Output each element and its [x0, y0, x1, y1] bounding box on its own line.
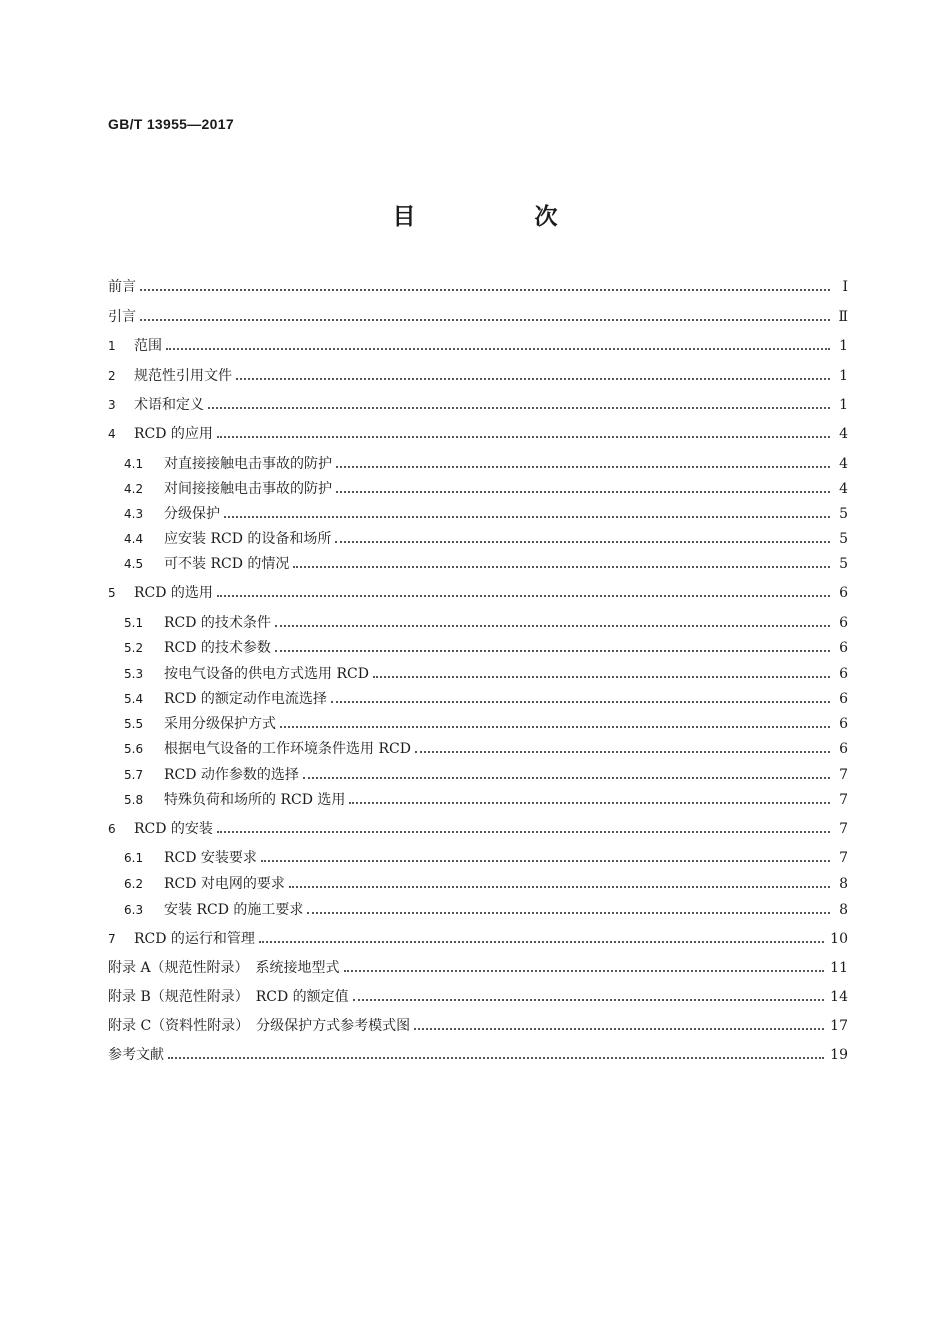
toc-entry-page-number: 7 — [839, 792, 848, 808]
toc-entry-label: 附录 C（资料性附录） 分级保护方式参考模式图 — [108, 1018, 411, 1034]
toc-entry-number: 5.5 — [124, 717, 144, 731]
toc-entry-label: 特殊负荷和场所的 RCD 选用 — [164, 792, 346, 808]
toc-entry-label: 采用分级保护方式 — [164, 716, 276, 732]
toc-entry[interactable] — [124, 790, 848, 810]
toc-leader-dots — [280, 726, 830, 728]
toc-entry-label: 参考文献 — [108, 1047, 164, 1063]
toc-entry-page-number: 7 — [839, 767, 848, 783]
toc-entry-page-number: 1 — [839, 368, 848, 384]
toc-entry[interactable] — [108, 277, 848, 297]
toc-entry-number: 7 — [108, 932, 116, 946]
toc-leader-dots — [349, 802, 830, 804]
toc-entry-page-number: 6 — [839, 741, 848, 757]
toc-entry-label: 引言 — [108, 309, 136, 325]
toc-entry-label: RCD 动作参数的选择 — [164, 767, 299, 783]
toc-entry-page-number: 10 — [830, 931, 848, 947]
toc-leader-dots — [373, 676, 830, 678]
toc-entry-label: RCD 的运行和管理 — [134, 931, 255, 947]
toc-entry-page-number: 14 — [830, 989, 848, 1005]
toc-entry-number: 4.3 — [124, 507, 144, 521]
toc-entry-page-number: 7 — [839, 850, 848, 866]
toc-entry-page-number: 17 — [830, 1018, 848, 1034]
toc-entry[interactable] — [124, 848, 848, 868]
toc-leader-dots — [208, 407, 830, 409]
toc-entry-label: 附录 A（规范性附录） 系统接地型式 — [108, 960, 340, 976]
toc-entry-number: 5.3 — [124, 667, 144, 681]
toc-entry-page-number: 4 — [839, 426, 848, 442]
toc-entry-page-number: Ⅱ — [838, 309, 848, 325]
toc-entry-page-number: 6 — [839, 716, 848, 732]
toc-entry[interactable] — [124, 504, 848, 524]
toc-entry[interactable] — [108, 424, 848, 444]
toc-entry-label: 规范性引用文件 — [134, 368, 232, 384]
toc-leader-dots — [224, 516, 830, 518]
toc-entry-page-number: 4 — [839, 456, 848, 472]
toc-entry[interactable] — [124, 638, 848, 658]
toc-entry-page-number: 6 — [839, 615, 848, 631]
toc-entry-page-number: 6 — [839, 666, 848, 682]
toc-entry-label: 可不装 RCD 的情况 — [164, 556, 290, 572]
toc-leader-dots — [353, 999, 825, 1001]
toc-entry[interactable] — [108, 336, 848, 356]
toc-entry-page-number: 19 — [830, 1047, 848, 1063]
toc-entry-label: 按电气设备的供电方式选用 RCD — [164, 666, 369, 682]
toc-entry-page-number: Ⅰ — [842, 279, 848, 295]
toc-entry-label: 术语和定义 — [134, 397, 204, 413]
toc-entry-label: RCD 的技术条件 — [164, 615, 271, 631]
toc-leader-dots — [293, 566, 830, 568]
toc-leader-dots — [217, 595, 830, 597]
toc-leader-dots — [166, 348, 830, 350]
toc-entry[interactable] — [108, 1045, 848, 1065]
toc-entry-number: 5.2 — [124, 641, 144, 655]
toc-entry-number: 6.2 — [124, 877, 144, 891]
toc-entry-page-number: 8 — [839, 902, 848, 918]
toc-entry[interactable] — [108, 819, 848, 839]
toc-entry-page-number: 5 — [839, 556, 848, 572]
toc-entry-page-number: 11 — [830, 960, 848, 976]
toc-leader-dots — [307, 912, 830, 914]
toc-entry[interactable] — [108, 395, 848, 415]
toc-entry[interactable] — [124, 689, 848, 709]
toc-entry[interactable] — [108, 958, 848, 978]
toc-entry[interactable] — [124, 765, 848, 785]
toc-entry-page-number: 6 — [839, 691, 848, 707]
page-title: 目 次 — [392, 204, 606, 230]
toc-entry[interactable] — [124, 529, 848, 549]
toc-entry-label: 范围 — [134, 338, 162, 354]
toc-leader-dots — [259, 941, 824, 943]
toc-entry-number: 4.1 — [124, 457, 144, 471]
toc-entry-page-number: 5 — [839, 531, 848, 547]
toc-leader-dots — [336, 466, 830, 468]
toc-entry-page-number: 6 — [839, 640, 848, 656]
toc-entry[interactable] — [124, 454, 848, 474]
toc-entry[interactable] — [108, 583, 848, 603]
toc-leader-dots — [217, 436, 830, 438]
toc-leader-dots — [275, 625, 830, 627]
toc-entry[interactable] — [108, 929, 848, 949]
toc-leader-dots — [236, 378, 830, 380]
toc-entry-number: 4.2 — [124, 482, 144, 496]
toc-leader-dots — [344, 970, 825, 972]
document-code: GB/T 13955—2017 — [108, 116, 234, 132]
toc-leader-dots — [415, 751, 830, 753]
toc-entry-label: RCD 的技术参数 — [164, 640, 271, 656]
toc-entry-number: 5.6 — [124, 742, 144, 756]
toc-leader-dots — [303, 777, 830, 779]
toc-entry-page-number: 1 — [839, 397, 848, 413]
toc-entry-number: 5.7 — [124, 768, 144, 782]
toc-entry-page-number: 8 — [839, 876, 848, 892]
toc-entry[interactable] — [124, 900, 848, 920]
toc-leader-dots — [140, 319, 830, 321]
toc-entry-number: 4.4 — [124, 532, 144, 546]
toc-entry-label: RCD 的安装 — [134, 821, 213, 837]
toc-entry-label: 附录 B（规范性附录） RCD 的额定值 — [108, 989, 349, 1005]
toc-leader-dots — [275, 650, 830, 652]
toc-entry-label: 根据电气设备的工作环境条件选用 RCD — [164, 741, 411, 757]
toc-entry-label: RCD 的应用 — [134, 426, 213, 442]
toc-entry-label: 对直接接触电击事故的防护 — [164, 456, 332, 472]
toc-entry-label: RCD 的额定动作电流选择 — [164, 691, 327, 707]
toc-entry-number: 6.3 — [124, 903, 144, 917]
toc-entry-page-number: 4 — [839, 481, 848, 497]
toc-entry[interactable] — [108, 987, 848, 1007]
toc-entry-label: 安装 RCD 的施工要求 — [164, 902, 304, 918]
toc-entry[interactable] — [124, 479, 848, 499]
toc-leader-dots — [335, 541, 830, 543]
toc-entry[interactable] — [124, 613, 848, 633]
toc-entry-number: 5.4 — [124, 692, 144, 706]
toc-entry-label: 前言 — [108, 279, 136, 295]
toc-leader-dots — [414, 1028, 824, 1030]
toc-entry[interactable] — [108, 1016, 848, 1036]
toc-entry-page-number: 6 — [839, 585, 848, 601]
toc-entry-number: 1 — [108, 339, 116, 353]
toc-leader-dots — [140, 289, 830, 291]
toc-entry-number: 4 — [108, 427, 116, 441]
toc-leader-dots — [261, 860, 830, 862]
toc-leader-dots — [331, 701, 830, 703]
toc-entry[interactable] — [124, 554, 848, 574]
toc-entry[interactable] — [124, 664, 848, 684]
toc-entry[interactable] — [108, 307, 848, 327]
toc-entry-number: 6.1 — [124, 851, 144, 865]
toc-entry-number: 3 — [108, 398, 116, 412]
toc-entry[interactable] — [108, 366, 848, 386]
toc-entry-page-number: 1 — [839, 338, 848, 354]
toc-entry-page-number: 7 — [839, 821, 848, 837]
toc-entry-label: 对间接接触电击事故的防护 — [164, 481, 332, 497]
toc-entry-label: 分级保护 — [164, 506, 220, 522]
toc-entry-page-number: 5 — [839, 506, 848, 522]
toc-entry-number: 4.5 — [124, 557, 144, 571]
toc-entry[interactable] — [124, 714, 848, 734]
toc-entry-label: RCD 安装要求 — [164, 850, 257, 866]
toc-entry-number: 6 — [108, 822, 116, 836]
toc-entry-number: 2 — [108, 369, 116, 383]
toc-entry-label: RCD 的选用 — [134, 585, 213, 601]
toc-entry-label: RCD 对电网的要求 — [164, 876, 285, 892]
toc-entry-number: 5.8 — [124, 793, 144, 807]
toc-leader-dots — [217, 831, 830, 833]
toc-entry[interactable] — [124, 739, 848, 759]
toc-leader-dots — [289, 886, 830, 888]
toc-leader-dots — [336, 491, 830, 493]
toc-leader-dots — [168, 1057, 824, 1059]
toc-entry-number: 5 — [108, 586, 116, 600]
toc-entry[interactable] — [124, 874, 848, 894]
toc-entry-label: 应安装 RCD 的设备和场所 — [164, 531, 332, 547]
toc-entry-number: 5.1 — [124, 616, 144, 630]
